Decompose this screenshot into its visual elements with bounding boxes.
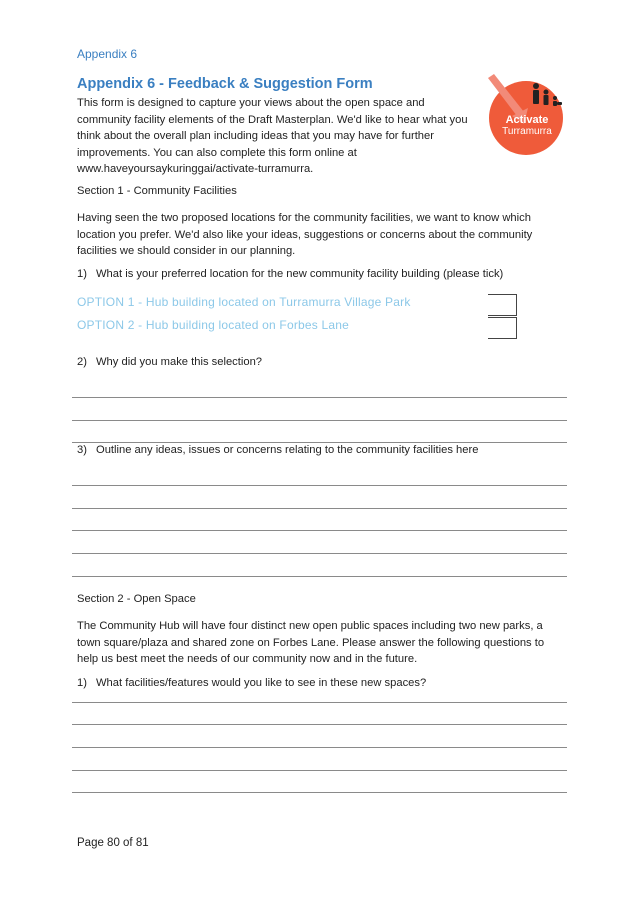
section1-heading: Section 1 - Community Facilities: [77, 185, 237, 197]
section1-question-2: [77, 356, 262, 368]
answer-line[interactable]: [72, 442, 567, 443]
answer-line[interactable]: [72, 397, 567, 398]
intro-paragraph: [77, 95, 477, 178]
section2-heading: Section 2 - Open Space: [77, 593, 196, 605]
answer-line[interactable]: [72, 508, 567, 509]
question-number: 1): [77, 677, 87, 689]
answer-line[interactable]: [72, 553, 567, 554]
question-number: 2): [77, 356, 87, 368]
answer-line[interactable]: [72, 747, 567, 748]
answer-line[interactable]: [72, 792, 567, 793]
section1-question-1: [77, 268, 503, 280]
answer-line[interactable]: [72, 485, 567, 486]
question-text: What is your preferred location for the new community facility building (please tick): [96, 268, 504, 280]
section1-question-3: [77, 444, 478, 456]
page-number: Page 80 of 81: [77, 837, 149, 849]
appendix-header: Appendix 6: [77, 47, 138, 61]
answer-line[interactable]: [72, 702, 567, 703]
answer-line[interactable]: [72, 770, 567, 771]
answer-line[interactable]: [72, 530, 567, 531]
logo-text-line2: Turramurra: [502, 126, 552, 137]
logo-text-line1: Activate: [505, 114, 549, 126]
answer-line[interactable]: [72, 576, 567, 577]
answer-line[interactable]: [72, 420, 567, 421]
option-2-label: OPTION 2 - Hub building located on Forbes Lane: [77, 318, 350, 332]
activate-turramurra-logo: [486, 72, 566, 156]
option-2-checkbox[interactable]: [488, 317, 517, 339]
question-text: Outline any ideas, issues or concerns relating to the community facilities here: [96, 444, 479, 456]
section1-paragraph: Having seen the two proposed locations for the community facilities, we want to know which location you prefer. We'd also like your ideas, suggestions or concerns about the community facilities we should consider in our planning.: [77, 212, 533, 257]
section2-question-1: [77, 677, 426, 689]
intro-text: This form is designed to capture your views about the open space and community facility elements of the Draft Masterplan. We'd like to hear what you think about the overall plan including ideas that you may have for further improvements. You can also complete this form online at: [77, 97, 468, 159]
answer-line[interactable]: [72, 724, 567, 725]
option-1-label: OPTION 1 - Hub building located on Turramurra Village Park: [77, 295, 411, 309]
question-number: 3): [77, 444, 87, 456]
intro-url: www.haveyoursaykuringgai/activate-turramurra.: [77, 163, 314, 175]
question-number: 1): [77, 268, 87, 280]
question-text: Why did you make this selection?: [96, 356, 263, 368]
section2-paragraph: The Community Hub will have four distinct new open public spaces including two new parks, a town square/plaza and shared zone on Forbes Lane. Please answer the following questions to help us best meet the needs of our community now and in the future.: [77, 620, 545, 665]
form-title: Appendix 6 - Feedback & Suggestion Form: [77, 76, 373, 92]
question-text: What facilities/features would you like to see in these new spaces?: [96, 677, 427, 689]
option-1-checkbox[interactable]: [488, 294, 517, 316]
